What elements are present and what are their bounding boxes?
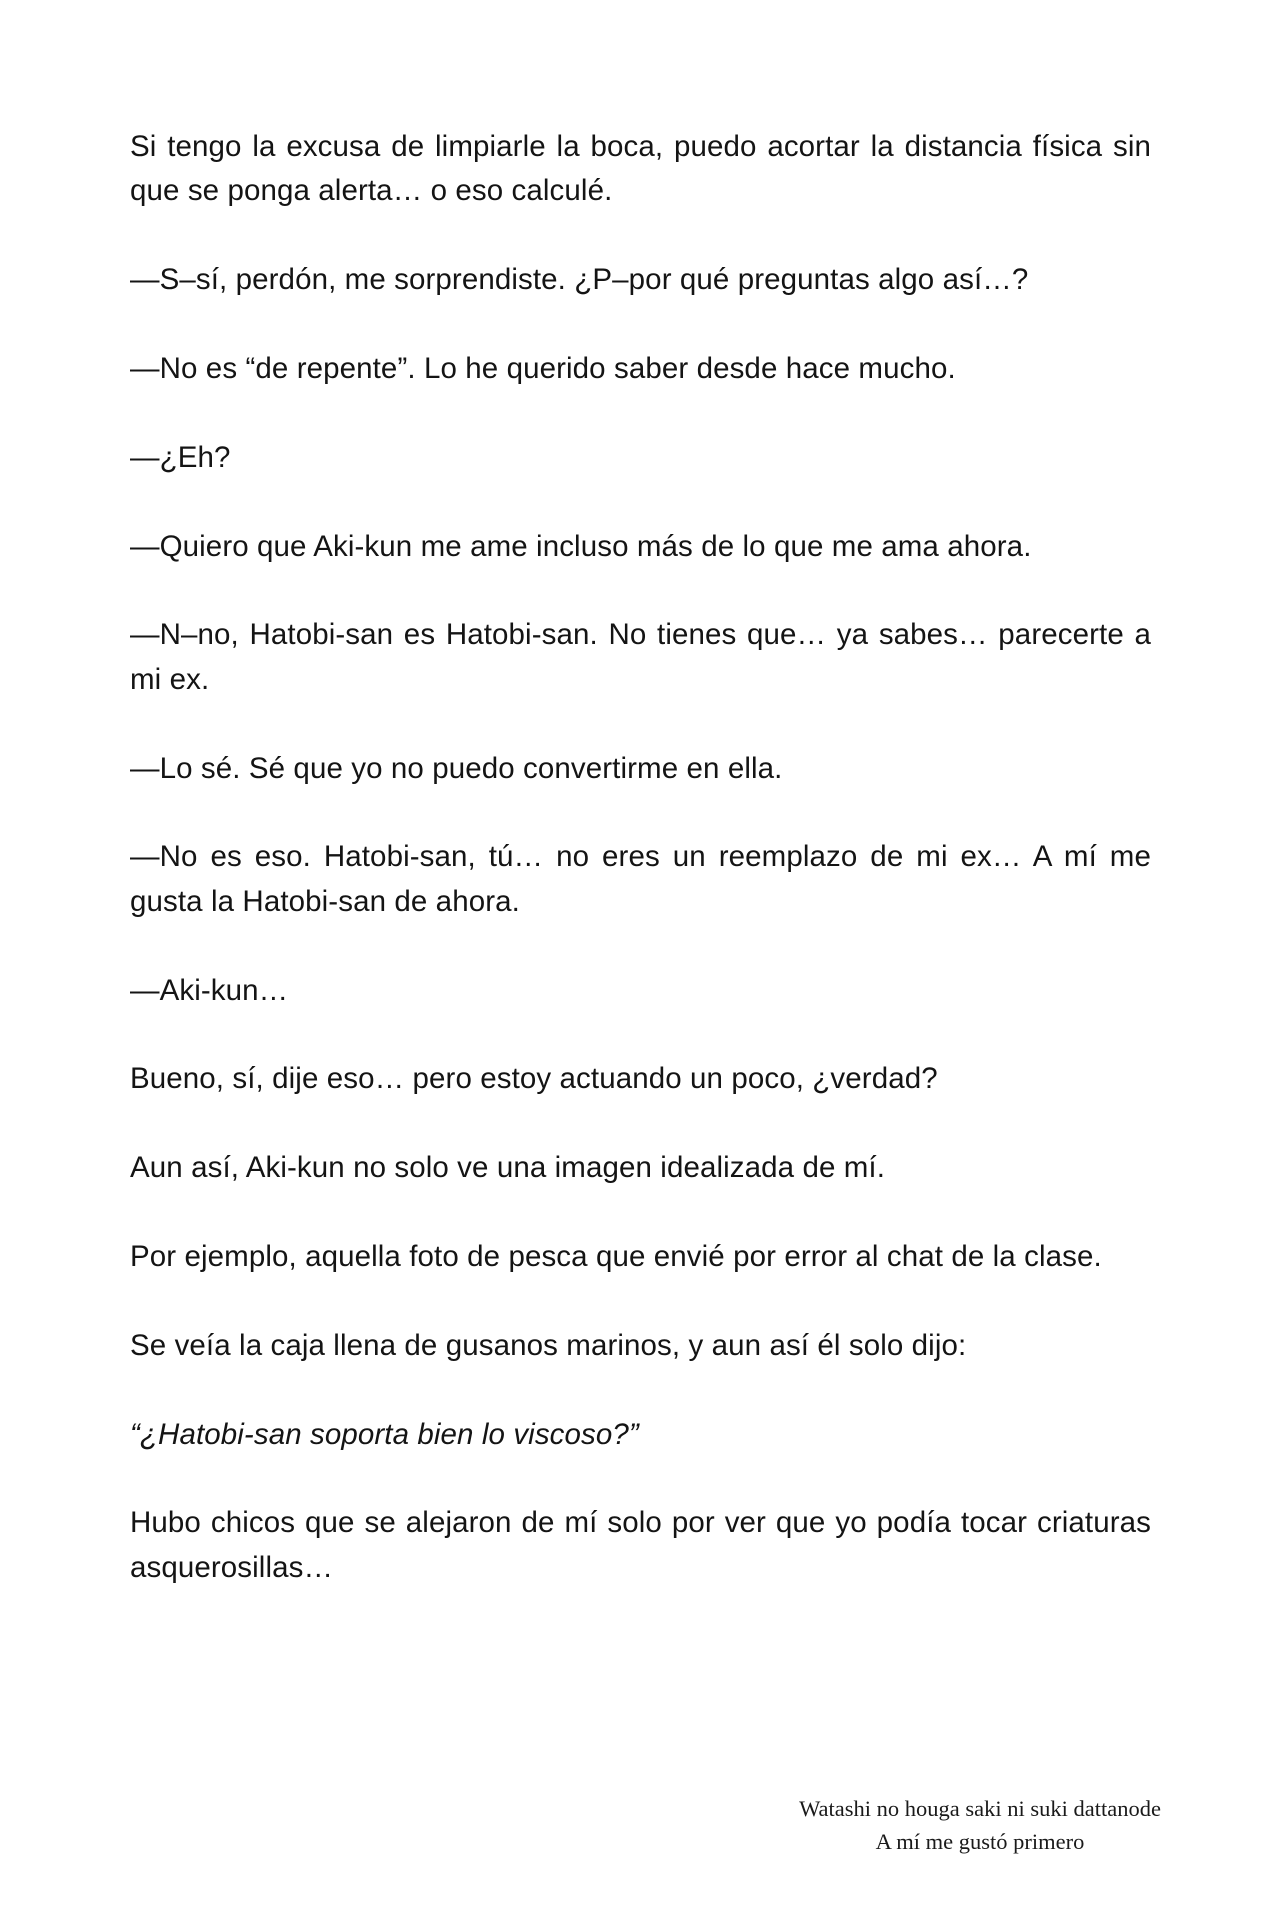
paragraph-dialogue: —Aki-kun… (130, 973, 289, 1007)
page-footer (760, 1792, 1200, 1858)
paragraph-dialogue: —N–no, Hatobi-san es Hatobi-san. No tienes que… ya sabes… parecerte a mi ex. (130, 618, 1151, 696)
paragraph-narration: Hubo chicos que se alejaron de mí solo por ver que yo podía tocar criaturas asquerosillas… (130, 1506, 1151, 1584)
paragraph-narration: Bueno, sí, dije eso… pero estoy actuando un poco, ¿verdad? (130, 1062, 938, 1096)
paragraph-dialogue: —No es eso. Hatobi-san, tú… no eres un reemplazo de mi ex… A mí me gusta la Hatobi-san de ahora. (130, 840, 1151, 918)
paragraph-dialogue: —No es “de repente”. Lo he querido saber desde hace mucho. (130, 352, 956, 385)
footer-series-title-romaji: Watashi no houga saki ni suki dattanode (799, 1796, 1161, 1821)
paragraph-dialogue: —Quiero que Aki-kun me ame incluso más de lo que me ama ahora. (130, 529, 1032, 563)
paragraph-narration: Por ejemplo, aquella foto de pesca que envié por error al chat de la clase. (130, 1239, 1102, 1273)
footer-series-title-spanish: A mí me gustó primero (875, 1829, 1085, 1854)
paragraph-dialogue: —Lo sé. Sé que yo no puedo convertirme en ella. (130, 751, 783, 785)
paragraph-narration: Aun así, Aki-kun no solo ve una imagen idealizada de mí. (130, 1151, 886, 1185)
paragraph-narration: Si tengo la excusa de limpiarle la boca, puedo acortar la distancia física sin que se ponga alerta… o eso calculé. (130, 130, 1151, 208)
body-text (130, 125, 1151, 1635)
paragraph-italic-quote: “¿Hatobi-san soporta bien lo viscoso?” (130, 1417, 639, 1451)
paragraph-dialogue: —¿Eh? (130, 440, 231, 474)
paragraph-narration: Se veía la caja llena de gusanos marinos, y aun así él solo dijo: (130, 1328, 967, 1362)
paragraph-dialogue: —S–sí, perdón, me sorprendiste. ¿P–por qué preguntas algo así…? (130, 263, 1029, 297)
